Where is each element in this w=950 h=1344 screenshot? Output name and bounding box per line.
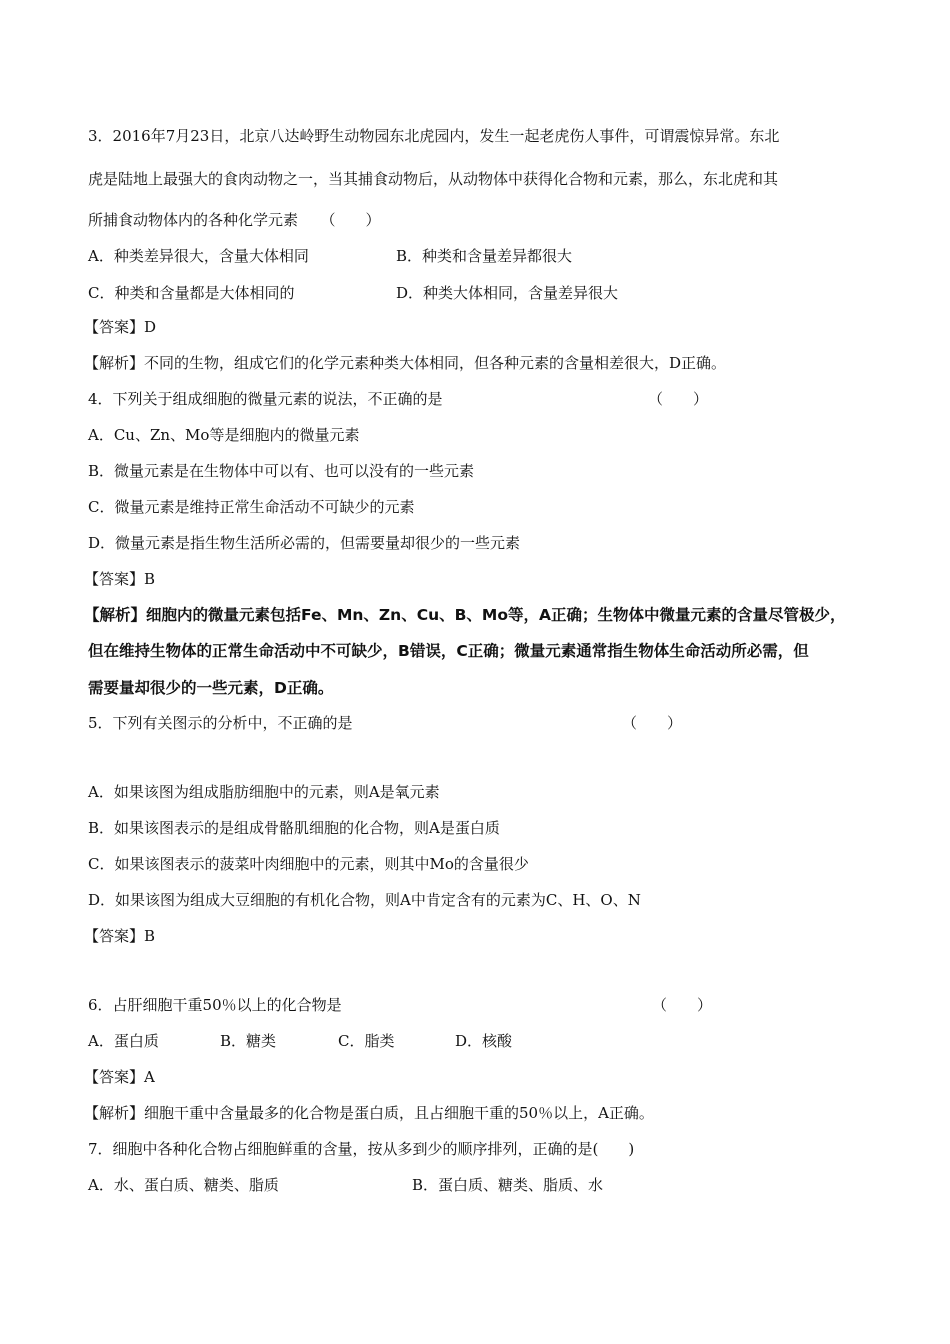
q3-stem-line3: 所捕食动物体内的各种化学元素 （ ） <box>88 211 381 229</box>
q4-analysis-line2: 但在维持生物体的正常生命活动中不可缺少，B错误，C正确；微量元素通常指生物体生命活动所必需，但 <box>88 642 809 660</box>
q3-option-c: C．种类和含量都是大体相同的 <box>88 284 295 302</box>
q3-option-d: D．种类大体相同，含量差异很大 <box>396 284 619 302</box>
q3-option-a: A．种类差异很大，含量大体相同 <box>88 247 309 265</box>
q7-stem: 7．细胞中各种化合物占细胞鲜重的含量，按从多到少的顺序排列，正确的是( ) <box>88 1140 635 1158</box>
q4-analysis-line1: 【解析】细胞内的微量元素包括Fe、Mn、Zn、Cu、B、Mo等，A正确；生物体中微量元素的含量尽管极少， <box>84 606 846 624</box>
q6-option-d: D．核酸 <box>455 1032 513 1050</box>
q7-option-b: B．蛋白质、糖类、脂质、水 <box>412 1176 604 1194</box>
q7-option-a: A．水、蛋白质、糖类、脂质 <box>88 1176 279 1194</box>
q6-analysis: 【解析】细胞干重中含量最多的化合物是蛋白质，且占细胞干重的50％以上，A正确。 <box>84 1104 654 1122</box>
q6-option-b: B．糖类 <box>220 1032 277 1050</box>
q4-answer-paren: （ ） <box>648 390 709 408</box>
q4-stem: 4．下列关于组成细胞的微量元素的说法，不正确的是 <box>88 390 443 408</box>
q6-option-a: A．蛋白质 <box>88 1032 159 1050</box>
q3-analysis: 【解析】不同的生物，组成它们的化学元素种类大体相同，但各种元素的含量相差很大，D正确。 <box>84 354 727 372</box>
q5-option-d: D．如果该图为组成大豆细胞的有机化合物，则A中肯定含有的元素为C、H、O、N <box>88 891 641 909</box>
q4-option-a: A．Cu、Zn、Mo等是细胞内的微量元素 <box>88 426 360 444</box>
q3-stem-line2: 虎是陆地上最强大的食肉动物之一，当其捕食动物后，从动物体中获得化合物和元素，那么，东北虎和其 <box>88 170 779 188</box>
q5-option-c: C．如果该图表示的菠菜叶肉细胞中的元素，则其中Mo的含量很少 <box>88 855 529 873</box>
q4-option-c: C．微量元素是维持正常生命活动不可缺少的元素 <box>88 498 415 516</box>
q5-option-a: A．如果该图为组成脂肪细胞中的元素，则A是氧元素 <box>88 783 440 801</box>
q5-option-b: B．如果该图表示的是组成骨骼肌细胞的化合物，则A是蛋白质 <box>88 819 500 837</box>
q3-option-b: B．种类和含量差异都很大 <box>396 247 573 265</box>
q6-answer-paren: （ ） <box>652 996 713 1014</box>
q5-answer-paren: （ ） <box>622 714 683 732</box>
q4-answer: 【答案】B <box>84 570 156 588</box>
q6-option-c: C．脂类 <box>338 1032 395 1050</box>
q6-answer: 【答案】A <box>84 1068 155 1086</box>
q5-stem: 5．下列有关图示的分析中，不正确的是 <box>88 714 353 732</box>
q3-stem-line1: 3．2016年7月23日，北京八达岭野生动物园东北虎园内，发生一起老虎伤人事件，可谓震惊异常。东北 <box>88 127 780 145</box>
q5-answer: 【答案】B <box>84 927 156 945</box>
q4-option-b: B．微量元素是在生物体中可以有、也可以没有的一些元素 <box>88 462 475 480</box>
q6-stem: 6．占肝细胞干重50％以上的化合物是 <box>88 996 342 1014</box>
q3-answer: 【答案】D <box>84 318 157 336</box>
q4-analysis-line3: 需要量却很少的一些元素，D正确。 <box>88 679 334 697</box>
q4-option-d: D．微量元素是指生物生活所必需的，但需要量却很少的一些元素 <box>88 534 521 552</box>
